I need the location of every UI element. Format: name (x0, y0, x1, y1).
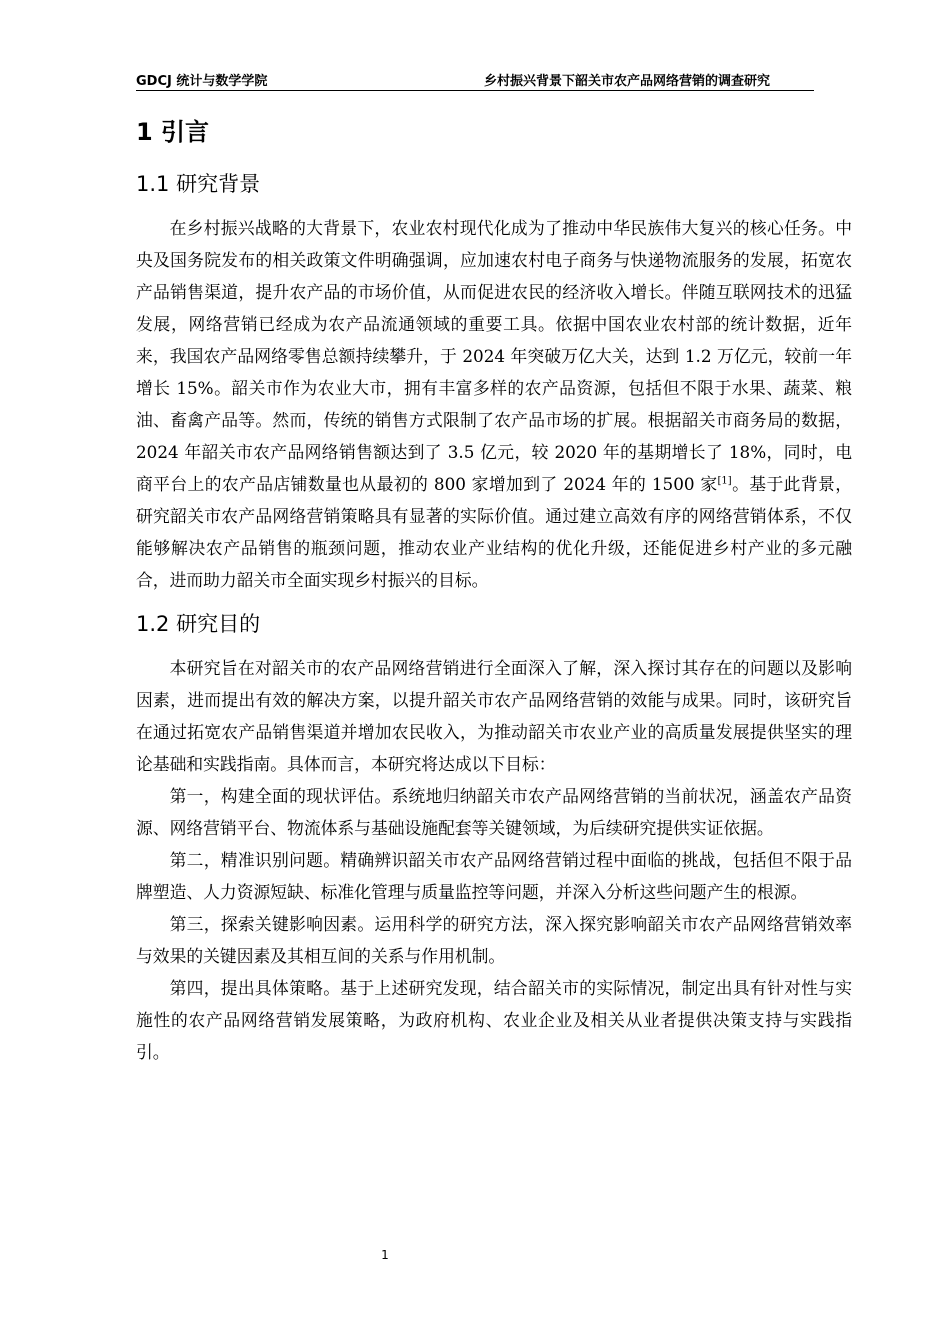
background-text: 在乡村振兴战略的大背景下，农业农村现代化成为了推动中华民族伟大复兴的核心任务。中央及国务院发布的相关政策文件明确强调，应加速农村电子商务与快递物流服务的发展，拓宽农产品销售渠道，提升农产品的市场价值，从而促进农民的经济收入增长。伴随互联网技术的迅猛发展，网络营销已经成为农产品流通领域的重要工具。依据中国农业农村部的统计数据，近年来，我国农产品网络零售总额持续攀升，于 2024 年突破万亿大关，达到 1.2 万亿元，较前一年增长 15%。韶关市作为农业大市，拥有丰富多样的农产品资源，包括但不限于水果、蔬菜、粮油、畜禽产品等。然而，传统的销售方式限制了农产品市场的扩展。根据韶关市商务局的数据，2024 年韶关市农产品网络销售额达到了 3.5 亿元，较 2020 年的基期增长了 18%，同时，电商平台上的农产品店铺数量也从最初的 800 家增加到了 2024 年的 1500 家 (136, 218, 852, 494)
section-title-background: 1.1 研究背景 (136, 172, 261, 196)
citation-ref[interactable]: [1] (717, 475, 732, 487)
purpose-intro-paragraph: 本研究旨在对韶关市的农产品网络营销进行全面深入了解，深入探讨其存在的问题以及影响因素，进而提出有效的解决方案，以提升韶关市农产品网络营销的效能与成果。同时，该研究旨在通过拓宽农产品销售渠道并增加农民收入，为推动韶关市农业产业的高质量发展提供坚实的理论基础和实践指南。具体而言，本研究将达成以下目标： (136, 658, 852, 774)
page-number: 1 (381, 1248, 389, 1262)
background-paragraph (136, 212, 852, 596)
section-title-purpose: 1.2 研究目的 (136, 612, 261, 636)
purpose-goal-2: 第二，精准识别问题。精确辨识韶关市农产品网络营销过程中面临的挑战，包括但不限于品牌塑造、人力资源短缺、标准化管理与质量监控等问题，并深入分析这些问题产生的根源。 (136, 850, 852, 902)
chapter-title: 1 引言 (136, 118, 210, 146)
page-body (136, 112, 852, 1068)
page-header (136, 68, 814, 91)
purpose-goal-4: 第四，提出具体策略。基于上述研究发现，结合韶关市的实际情况，制定出具有针对性与实施性的农产品网络营销发展策略，为政府机构、农业企业及相关从业者提供决策支持与实践指引。 (136, 978, 852, 1062)
background-text-tail: 。基于此背景，研究韶关市农产品网络营销策略具有显著的实际价值。通过建立高效有序的网络营销体系，不仅能够解决农产品销售的瓶颈问题，推动农业产业结构的优化升级，还能促进乡村产业的多元融合，进而助力韶关市全面实现乡村振兴的目标。 (136, 474, 852, 590)
header-paper-title: 乡村振兴背景下韶关市农产品网络营销的调查研究 (483, 74, 770, 89)
purpose-goal-3: 第三，探索关键影响因素。运用科学的研究方法，深入探究影响韶关市农产品网络营销效率与效果的关键因素及其相互间的关系与作用机制。 (136, 914, 852, 966)
purpose-goal-1: 第一，构建全面的现状评估。系统地归纳韶关市农产品网络营销的当前状况，涵盖农产品资源、网络营销平台、物流体系与基础设施配套等关键领域，为后续研究提供实证依据。 (136, 786, 852, 838)
header-institution: GDCJ 统计与数学学院 (136, 74, 268, 89)
